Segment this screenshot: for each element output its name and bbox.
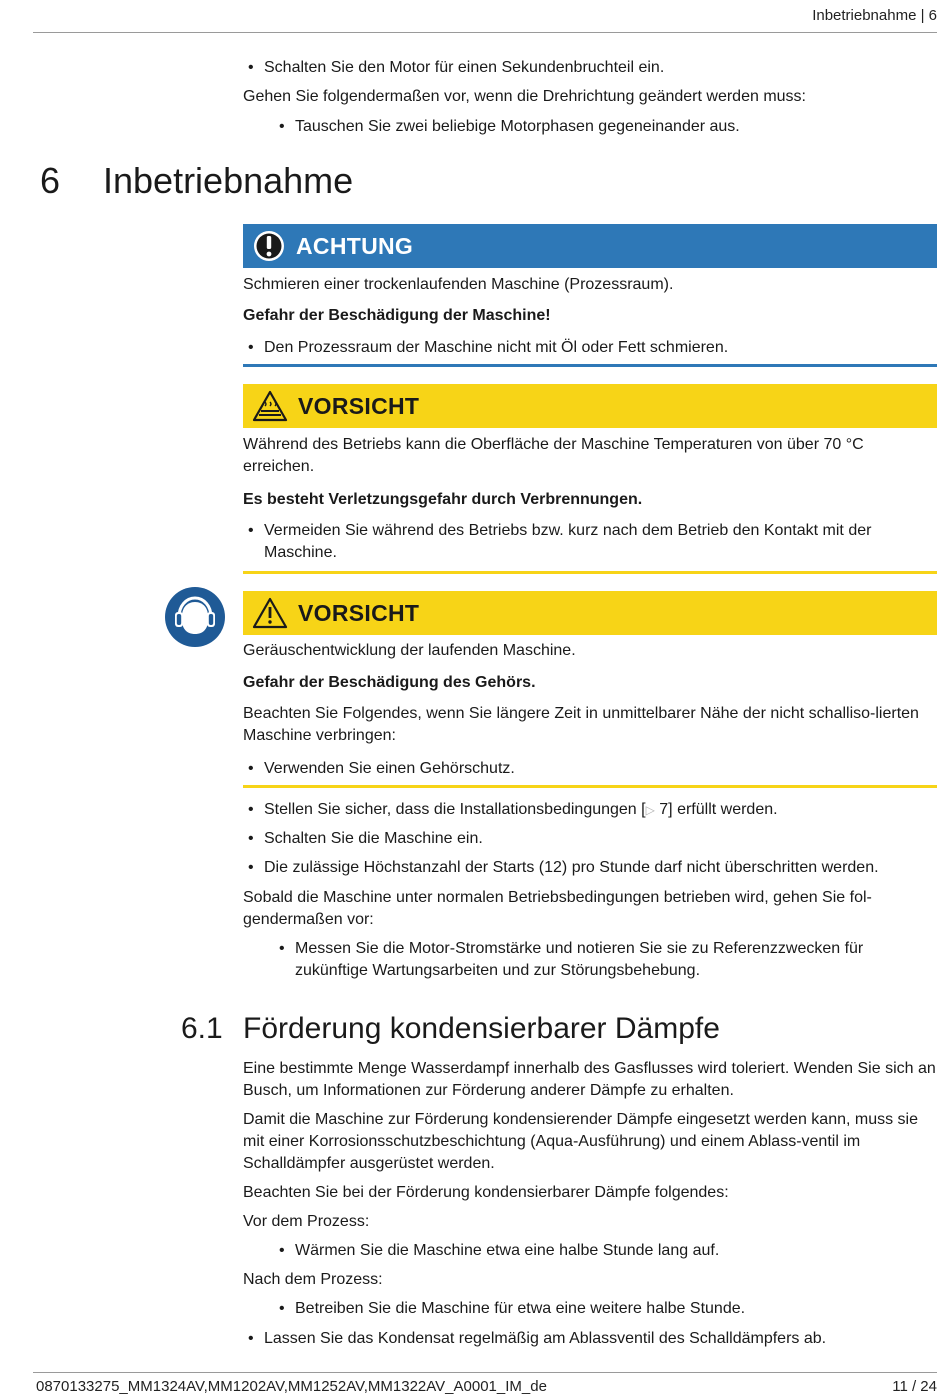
achtung-banner — [243, 224, 937, 268]
warning-bold-text: Es besteht Verletzungsgefahr durch Verbrennungen. — [243, 491, 643, 508]
list-item: • Verwenden Sie einen Gehörschutz. — [243, 758, 937, 780]
paragraph: Während des Betriebs kann die Oberfläche der Maschine Temperaturen von über 70 °C erreichen. — [243, 436, 864, 475]
vorsicht-banner-hot — [243, 384, 937, 428]
achtung-label: ACHTUNG — [296, 232, 414, 259]
paragraph: Sobald die Maschine unter normalen Betriebsbedingungen betrieben wird, gehen Sie fol-gendermaßen vor: — [243, 889, 872, 928]
footer-doc-id: 0870133275_MM1324AV,MM1202AV,MM1252AV,MM1322AV_A0001_IM_de — [36, 1378, 547, 1395]
paragraph: Beachten Sie bei der Förderung kondensierbarer Dämpfe folgendes: — [243, 1184, 729, 1201]
list-item: • Messen Sie die Motor-Stromstärke und notieren Sie sie zu Referenzzwecken für zukünftige Wartungsarbeiten und zur Störungsbehebung. — [274, 938, 937, 982]
section-number: 6.1 — [181, 1012, 223, 1045]
general-warning-icon — [252, 597, 288, 629]
list-item: • Wärmen Sie die Maschine etwa eine halbe Stunde lang auf. — [274, 1240, 937, 1262]
paragraph: Gehen Sie folgendermaßen vor, wenn die Drehrichtung geändert werden muss: — [243, 88, 806, 105]
paragraph: Geräuschentwicklung der laufenden Maschine. — [243, 642, 576, 659]
text: [ — [636, 801, 646, 818]
list-item: • Schalten Sie den Motor für einen Sekundenbruchteil ein. — [243, 57, 937, 79]
list-item: • Lassen Sie das Kondensat regelmäßig am Ablassventil des Schalldämpfers ab. — [243, 1328, 937, 1350]
section-title: Förderung kondensierbarer Dämpfe — [243, 1012, 720, 1045]
warning-bold-text: Gefahr der Beschädigung des Gehörs. — [243, 674, 536, 691]
list-item: • Tauschen Sie zwei beliebige Motorphasen gegeneinander aus. — [274, 116, 937, 138]
text: Stellen Sie sicher, dass die — [264, 801, 460, 818]
list-item: • Vermeiden Sie während des Betriebs bzw. kurz nach dem Betrieb den Kontakt mit der Maschine. — [243, 520, 937, 564]
section-number: 6 — [40, 160, 61, 201]
paragraph: Vor dem Prozess: — [243, 1213, 370, 1230]
footer-rule — [33, 1372, 937, 1373]
list-item: • Betreiben Sie die Maschine für etwa eine weitere halbe Stunde. — [274, 1298, 937, 1320]
vorsicht-end-rule — [243, 571, 937, 574]
hot-surface-warning-icon — [252, 390, 288, 422]
text: 7] erfüllt werden. — [654, 801, 778, 818]
paragraph: Damit die Maschine zur Förderung kondensierender Dämpfe eingesetzt werden kann, muss sie mit einer Korrosionsschutzbeschichtung (Aqua-Ausführung) und einem Ablass-ventil im Schalldämpfer ausgerüstet werden. — [243, 1111, 919, 1172]
vorsicht-label: VORSICHT — [298, 599, 420, 626]
warning-bold-text: Gefahr der Beschädigung der Maschine! — [243, 307, 551, 324]
vorsicht-label: VORSICHT — [298, 392, 420, 419]
list-item: • Den Prozessraum der Maschine nicht mit Öl oder Fett schmieren. — [243, 337, 937, 359]
paragraph: Schmieren einer trockenlaufenden Maschine (Prozessraum). — [243, 276, 674, 293]
paragraph: Nach dem Prozess: — [243, 1271, 383, 1288]
paragraph: Beachten Sie Folgendes, wenn Sie längere Zeit in unmittelbarer Nähe der nicht schalliso-lierten Maschine verbringen: — [243, 705, 919, 744]
header-rule — [33, 32, 937, 33]
list-item — [243, 799, 937, 821]
vorsicht-end-rule — [243, 785, 937, 788]
ear-protection-icon — [164, 586, 226, 648]
page-ref-arrow-icon: ▷ — [645, 803, 655, 817]
list-item: • Die zulässige Höchstanzahl der Starts (12) pro Stunde darf nicht überschritten werden. — [243, 857, 937, 879]
achtung-end-rule — [243, 364, 937, 367]
exclamation-icon — [252, 229, 286, 263]
vorsicht-banner-noise — [243, 591, 937, 635]
page-number: 11 / 24 — [892, 1378, 937, 1395]
section-title: Inbetriebnahme — [103, 160, 354, 201]
list-item: • Schalten Sie die Maschine ein. — [243, 828, 937, 850]
installation-conditions-link[interactable]: Installationsbedingungen — [459, 801, 637, 818]
paragraph: Eine bestimmte Menge Wasserdampf innerhalb des Gasflusses wird toleriert. Wenden Sie sich an Busch, um Informationen zur Förderung anderer Dämpfe zu erhalten. — [243, 1060, 936, 1099]
page-header: Inbetriebnahme | 6 — [812, 7, 937, 24]
